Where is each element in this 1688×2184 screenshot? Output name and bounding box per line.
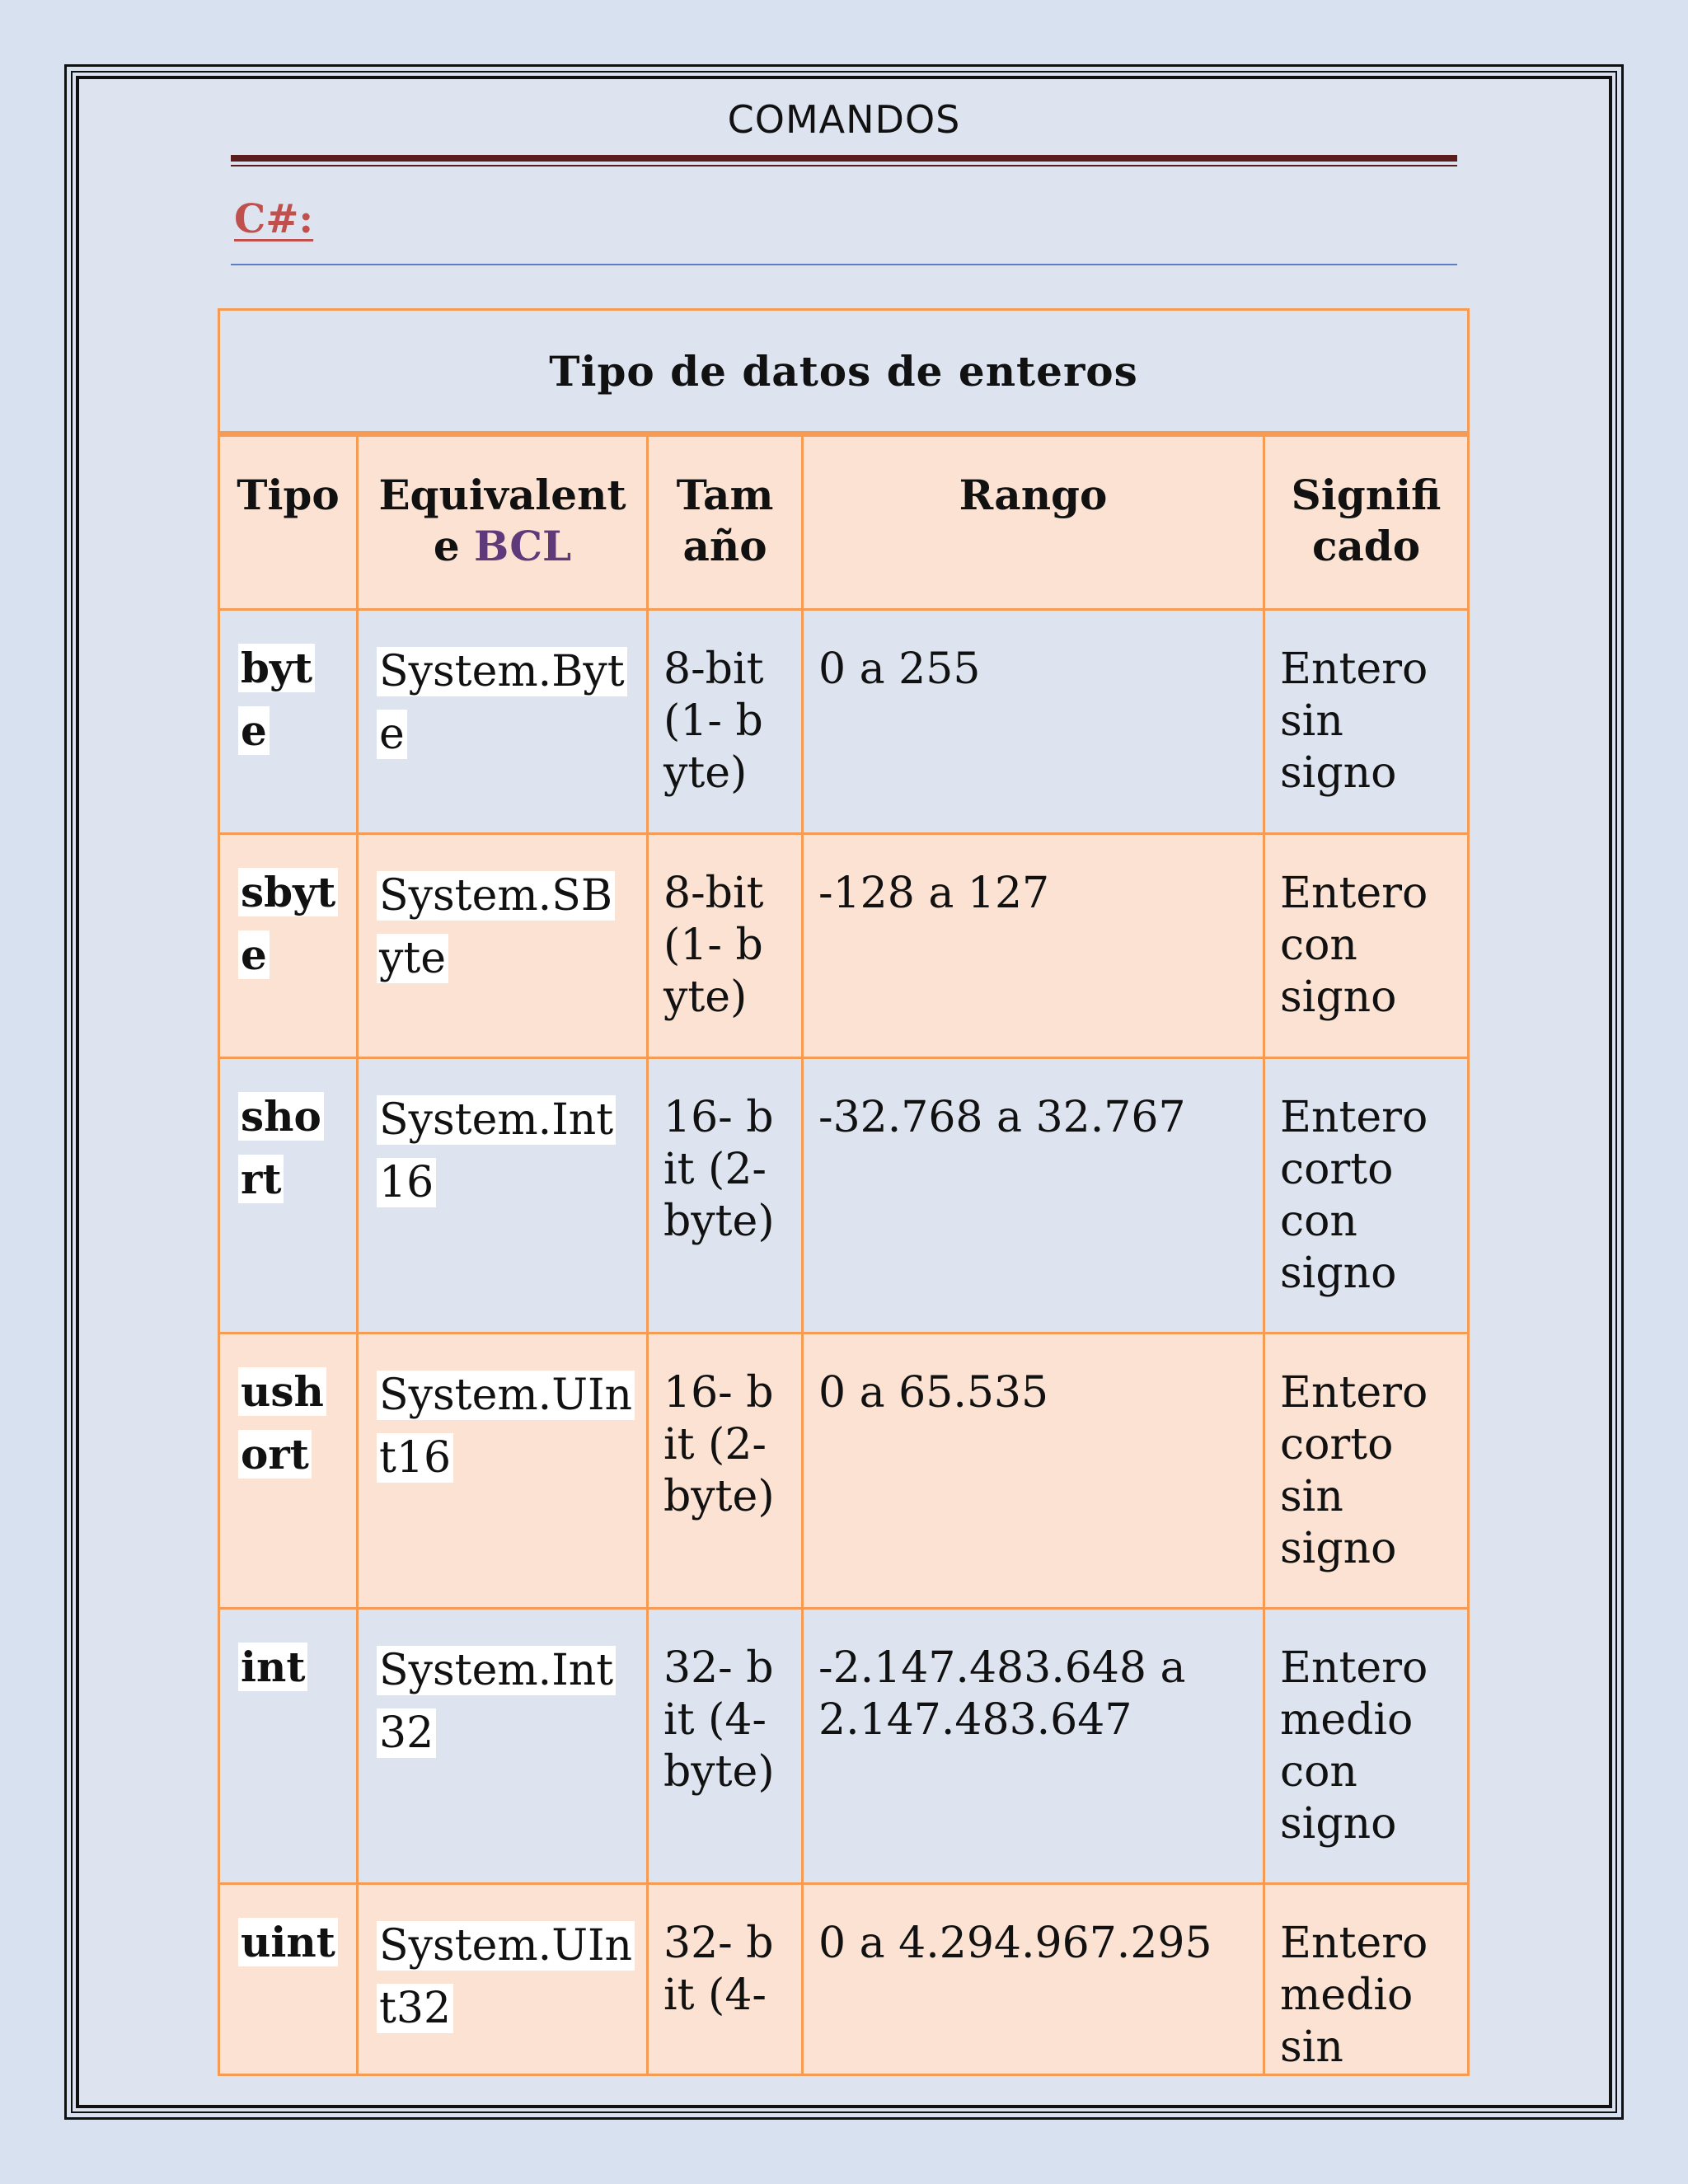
section-rule [231,264,1457,265]
tipo-text: uint [238,1918,338,1966]
column-header-equivalente [358,434,648,610]
table-row [219,1058,1469,1333]
section-heading: C#: [234,196,314,242]
tipo-text: sho rt [238,1092,324,1203]
cell-significado: Entero con signo [1264,834,1469,1058]
table-row [219,1333,1469,1609]
tipo-text: int [238,1643,307,1691]
column-header-significado: Signifi cado [1264,434,1469,610]
column-header-tamano: Tam año [648,434,803,610]
cell-tamano: 32- bit (4- [648,1884,803,2075]
cell-significado: Entero sin signo [1264,610,1469,834]
table-caption: Tipo de datos de enteros [219,310,1469,434]
cell-tipo [219,1058,358,1333]
cell-rango: 0 a 255 [803,610,1264,834]
cell-rango: -32.768 a 32.767 [803,1058,1264,1333]
cell-significado: Entero medio con signo [1264,1609,1469,1884]
cell-equivalente [358,1884,648,2075]
column-header-rango: Rango [803,434,1264,610]
column-header-equivalente-text: Equivalent e [378,471,626,570]
equivalente-text: System.UIn t32 [377,1921,635,2033]
equivalente-text: System.Int 32 [377,1646,616,1758]
column-header-tipo: Tipo [219,434,358,610]
cell-tipo [219,1884,358,2075]
cell-rango: -128 a 127 [803,834,1264,1058]
equivalente-text: System.SB yte [377,871,615,983]
cell-tamano: 16- bit (2- byte) [648,1058,803,1333]
cell-equivalente [358,1609,648,1884]
cell-tamano: 16- bit (2- byte) [648,1333,803,1609]
equivalente-text: System.UIn t16 [377,1371,635,1483]
cell-tipo [219,610,358,834]
table-row [219,610,1469,834]
integer-types-table [218,308,1470,2076]
cell-tipo [219,1609,358,1884]
table-row [219,1609,1469,1884]
cell-significado: Entero corto con signo [1264,1058,1469,1333]
cell-significado: Entero medio sin [1264,1884,1469,2075]
table-header-row [219,434,1469,610]
table-row [219,834,1469,1058]
tipo-text: byt e [238,644,315,755]
cell-tamano: 32- bit (4- byte) [648,1609,803,1884]
tipo-text: ush ort [238,1367,326,1479]
cell-equivalente [358,610,648,834]
tipo-text: sbyt e [238,868,338,979]
cell-tipo [219,1333,358,1609]
cell-significado: Entero corto sin signo [1264,1333,1469,1609]
column-header-bcl: BCL [474,522,572,570]
cell-rango: -2.147.483.648 a 2.147.483.647 [803,1609,1264,1884]
table-row [219,1884,1469,2075]
header-rule-thin [231,165,1457,166]
cell-rango: 0 a 4.294.967.295 [803,1884,1264,2075]
cell-tamano: 8-bit (1- byte) [648,834,803,1058]
cell-tamano: 8-bit (1- byte) [648,610,803,834]
header-rule [231,155,1457,162]
cell-equivalente [358,1058,648,1333]
cell-equivalente [358,834,648,1058]
equivalente-text: System.Byt e [377,647,627,759]
cell-equivalente [358,1333,648,1609]
page-header-title: COMANDOS [727,97,961,142]
equivalente-text: System.Int 16 [377,1095,616,1207]
cell-rango: 0 a 65.535 [803,1333,1264,1609]
cell-tipo [219,834,358,1058]
